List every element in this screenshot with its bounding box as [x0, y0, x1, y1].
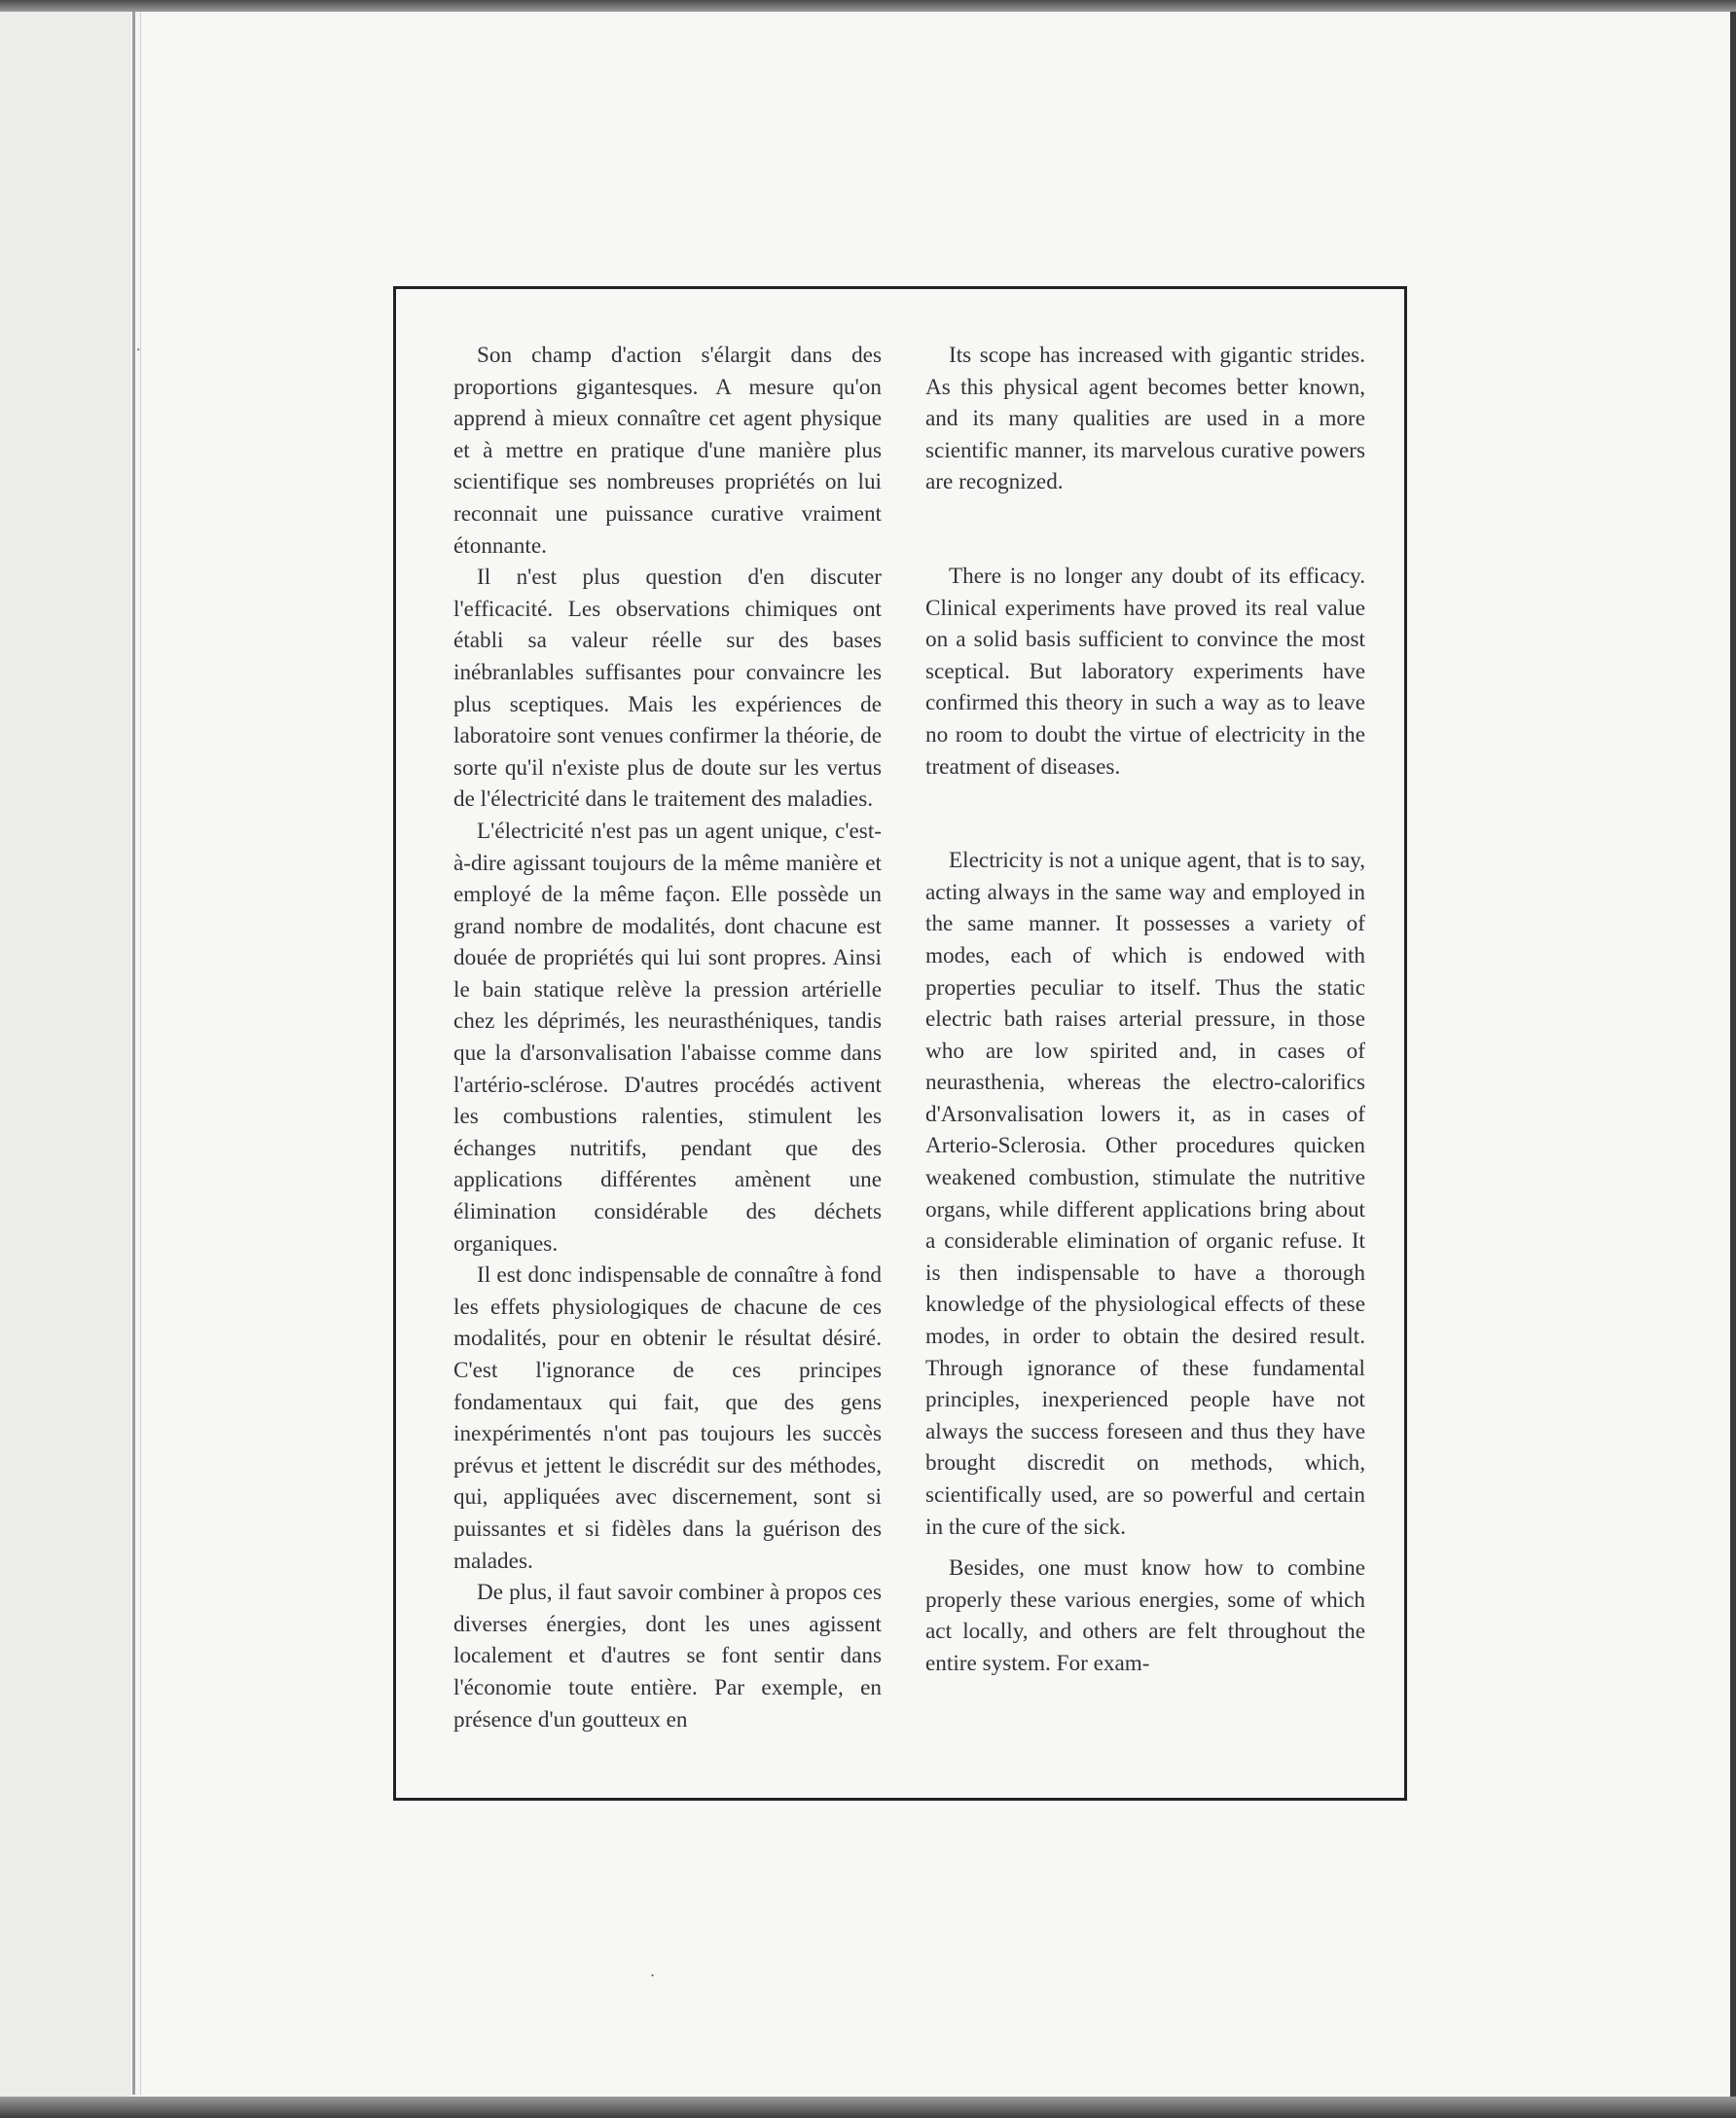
english-paragraph: Its scope has increased with gigantic strides. As this physical agent becomes better known, and its many qualities are used in a more scientific manner, its marvelous curative powers are recognized. [925, 343, 1365, 495]
english-paragraph: Besides, one must know how to combine properly these various energies, some of which act locally, and others are felt throughout the entire system. For exam- [925, 1555, 1365, 1676]
margin-speck: · [650, 1966, 656, 1985]
french-paragraph: De plus, il faut savoir combiner à propos ces diverses énergies, dont les unes agissent localement et d'autres se font sentir dans l'économie toute entière. Par exemple, en présence d'un goutteux en [453, 1580, 882, 1733]
french-paragraph: L'électricité n'est pas un agent unique, c'est-à-dire agissant toujours de la même manière et employé de la même façon. Elle possède un grand nombre de modalités, dont chacune est douée de propriétés qui lui sont propres. Ainsi le bain statique relève la pression artérielle chez les déprimés, les neurasthéniques, tandis que la d'arsonvalisation l'abaisse comme dans l'artério-sclérose. D'autres procédés activent les combustions ralenties, stimulent les échanges nutritifs, pendant que des applications différentes amènent une élimination considérable des déchets organiques. [453, 818, 882, 1257]
scan-right-edge [1730, 12, 1736, 2097]
binding-edge [132, 12, 135, 2095]
margin-speck: · [136, 343, 141, 358]
english-paragraph: There is no longer any doubt of its efficacy. Clinical experiments have proved its real value on a solid basis sufficient to convince the most sceptical. But laboratory experiments have confirmed this theory in such a way as to leave no room to doubt the virtue of electricity in the treatment of diseases. [925, 563, 1365, 780]
french-paragraph: Il n'est plus question d'en discuter l'efficacité. Les observations chimiques ont établi sa valeur réelle sur des bases inébranlables suffisantes pour convaincre les plus sceptiques. Mais les expériences de laboratoire sont venues confirmer la théorie, de sorte qu'il n'existe plus de doute sur les vertus de l'électricité dans le traitement des maladies. [453, 565, 882, 813]
text-frame [393, 286, 1407, 1801]
french-paragraph: Son champ d'action s'élargit dans des proportions gigantesques. A mesure qu'on apprend à mieux connaître cet agent physique et à mettre en pratique d'une manière plus scientifique ses nombreuses propriétés on lui reconnait une puissance curative vraiment étonnante. [453, 343, 882, 559]
scan-top-border [0, 0, 1736, 12]
french-column [453, 340, 882, 1735]
scan-bottom-border [0, 2097, 1736, 2118]
french-paragraph: Il est donc indispensable de connaître à fond les effets physiologiques de chacune de ces modalités, pour en obtenir le résultat désiré. C'est l'ignorance de ces principes fondamentaux qui fait, que des gens inexpérimentés n'ont pas toujours les succès prévus et jettent le discrédit sur des méthodes, qui, appliquées avec discernement, sont si puissantes et si fidèles dans la guérison des malades. [453, 1262, 882, 1574]
english-column [925, 340, 1365, 1680]
scan-left-margin [0, 0, 130, 2118]
english-paragraph: Electricity is not a unique agent, that is to say, acting always in the same way and employed in the same manner. It possesses a variety of modes, each of which is endowed with properties peculiar to itself. Thus the static electric bath raises arterial pressure, in those who are low spirited and, in cases of neurasthenia, whereas the electro-calorifics d'Arsonvalisation lowers it, as in cases of Arterio-Sclerosia. Other procedures quicken weakened combustion, stimulate the nutritive organs, while different applications bring about a considerable elimination of organic refuse. It is then indispensable to have a thorough knowledge of the physiological effects of these modes, in order to obtain the desired result. Through ignorance of these fundamental principles, inexperienced people have not always the success foreseen and thus they have brought discredit on methods, which, scientifically used, are so powerful and certain in the cure of the sick. [925, 848, 1365, 1540]
